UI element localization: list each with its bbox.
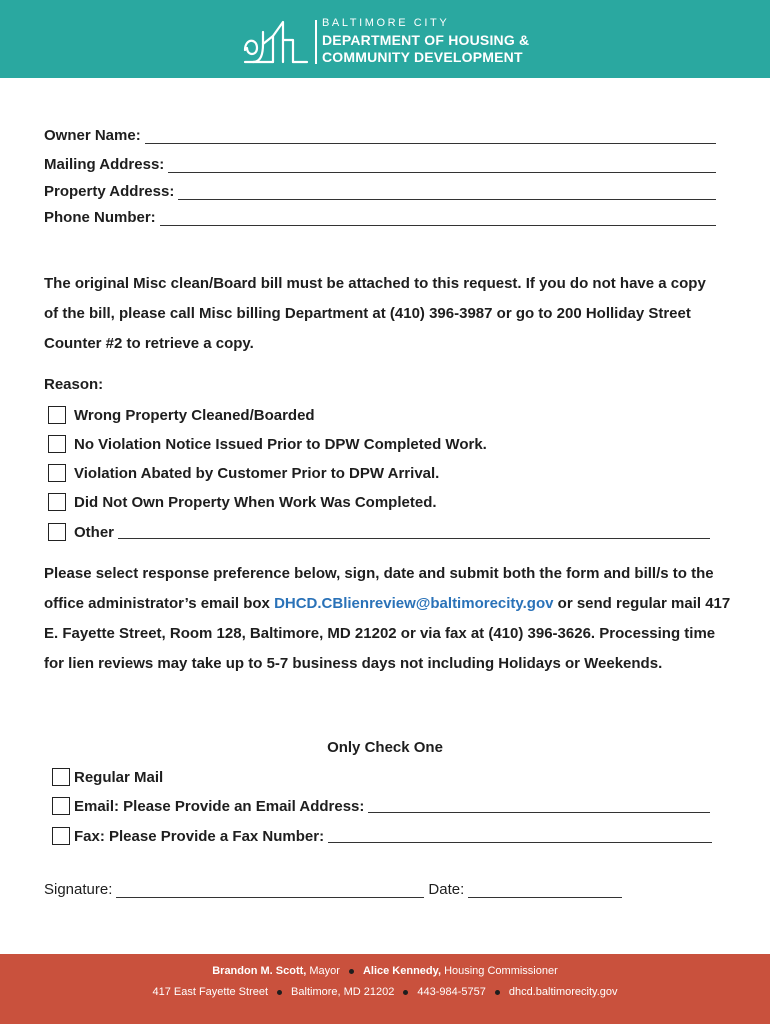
checkbox[interactable] [52,768,70,786]
mailing-address-field[interactable] [44,153,716,173]
signature-row [44,878,622,898]
option-label: Regular Mail [74,768,164,786]
reason-option-other[interactable] [48,521,710,543]
owner-name-label: Owner Name: [44,127,141,144]
page-footer [0,954,770,1024]
reason-option-wrong-property[interactable] [48,404,315,426]
property-address-input-line[interactable] [178,186,716,200]
page-header [0,0,770,78]
mayor-name: Brandon M. Scott, [212,965,307,977]
fax-input-line[interactable] [328,829,712,843]
phone-number-field[interactable] [44,206,716,226]
date-input-line[interactable] [468,884,622,898]
option-label: No Violation Notice Issued Prior to DPW Completed Work. [74,435,487,453]
option-label: Email: Please Provide an Email Address: [74,797,365,815]
submission-instructions [44,559,734,679]
reason-title: Reason: [44,376,104,393]
response-fax[interactable] [52,825,712,847]
dhcd-building-logo-icon [243,20,309,64]
footer-officials [0,965,770,977]
bill-notice: The original Misc clean/Board bill must be attached to this request. If you do not have a copy of the bill, please call Misc billing Department at (410) 396-3987 or go to 200 Holliday Street Counter #2 to retrieve a copy. [44,275,706,352]
response-email[interactable] [52,795,710,817]
checkbox[interactable] [52,827,70,845]
signature-input-line[interactable] [116,884,424,898]
instructions-text-2: or send regular mail 417 E. Fayette Street, Room 128, Baltimore, MD 21202 or via fax at (410) 396-3626. Processing time for lien reviews may take up to 5-7 business days not including Holidays or Weekends. [44,595,731,672]
bullet-icon [495,990,500,995]
bullet-icon [277,990,282,995]
phone-number-input-line[interactable] [160,212,716,226]
option-label: Did Not Own Property When Work Was Completed. [74,493,437,511]
option-label: Wrong Property Cleaned/Boarded [74,406,315,424]
checkbox[interactable] [48,406,66,424]
footer-contact [0,986,770,998]
logo-divider [315,20,317,64]
email-input-line[interactable] [368,799,710,813]
other-input-line[interactable] [118,525,710,539]
org-name-line2: DEPARTMENT OF HOUSING & [322,32,530,48]
option-label: Other [74,523,115,541]
mayor-title: Mayor [309,965,340,977]
date-label: Date: [428,881,465,898]
org-name-line1: BALTIMORE CITY [322,17,450,29]
bullet-icon [349,969,354,974]
bullet-icon [403,990,408,995]
instructions-text-1: Please select response preference below, sign, date and submit both the form and bill/s to the office administrator’s email box [44,565,714,612]
admin-email-link[interactable]: DHCD.CBlienreview@baltimorecity.gov [274,595,554,612]
commissioner-title: Housing Commissioner [444,965,558,977]
checkbox[interactable] [48,435,66,453]
reason-option-violation-abated[interactable] [48,462,439,484]
option-label: Fax: Please Provide a Fax Number: [74,827,325,845]
reason-option-did-not-own[interactable] [48,491,437,513]
phone-number-label: Phone Number: [44,209,156,226]
checkbox[interactable] [48,523,66,541]
only-check-one-heading: Only Check One [327,739,443,756]
response-regular-mail[interactable] [52,766,163,788]
signature-label: Signature: [44,881,113,898]
checkbox[interactable] [52,797,70,815]
owner-name-input-line[interactable] [145,130,716,144]
owner-name-field[interactable] [44,124,716,144]
footer-website[interactable]: dhcd.baltimorecity.gov [508,986,618,998]
checkbox[interactable] [48,464,66,482]
footer-phone: 443-984-5757 [417,986,486,998]
mailing-address-input-line[interactable] [168,159,716,173]
property-address-field[interactable] [44,180,716,200]
checkbox[interactable] [48,493,66,511]
footer-address: 417 East Fayette Street [152,986,269,998]
reason-option-no-violation-notice[interactable] [48,433,487,455]
org-name-line3: COMMUNITY DEVELOPMENT [322,49,523,65]
footer-city: Baltimore, MD 21202 [291,986,395,998]
option-label: Violation Abated by Customer Prior to DPW Arrival. [74,464,440,482]
mailing-address-label: Mailing Address: [44,156,165,173]
property-address-label: Property Address: [44,183,175,200]
commissioner-name: Alice Kennedy, [362,965,441,977]
